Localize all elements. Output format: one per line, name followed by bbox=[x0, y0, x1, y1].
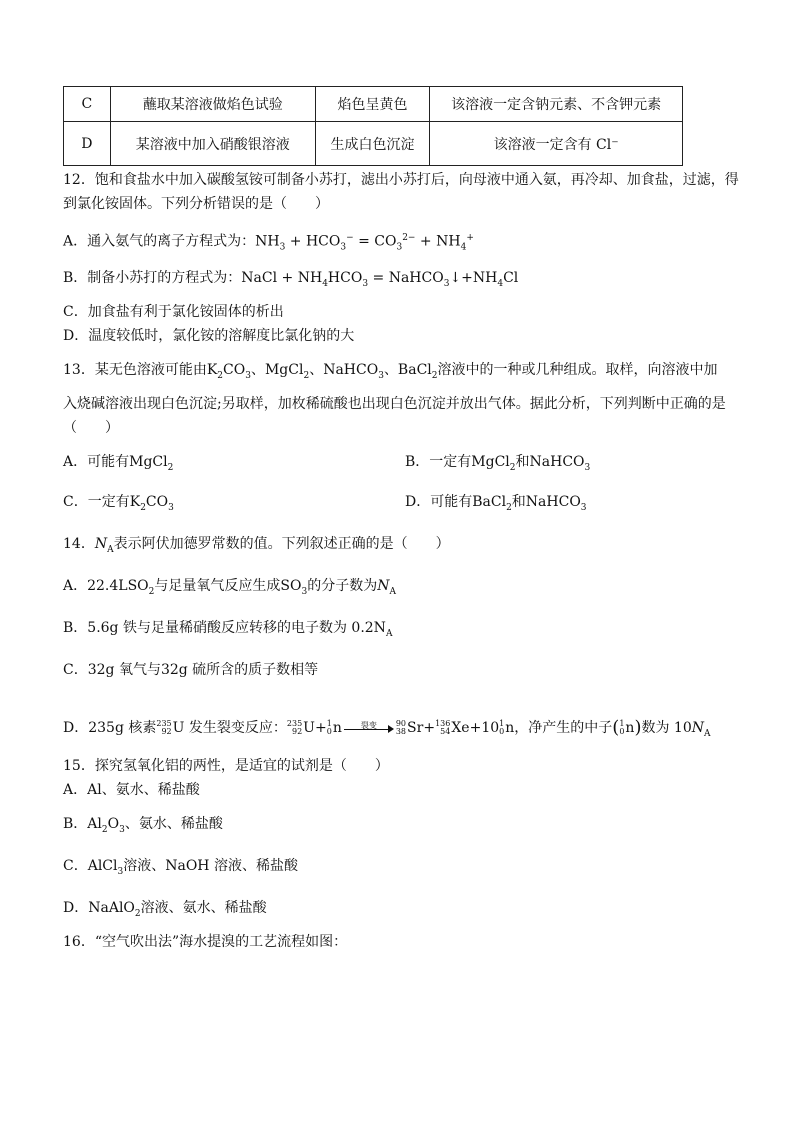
q15-option-c: C．AlCl$_3$溶液、NaOH 溶液、稀盐酸 bbox=[63, 858, 298, 877]
row-conclusion: 该溶液一定含钠元素、不含钾元素 bbox=[430, 87, 683, 122]
q15-stem: 15．探究氢氧化铝的两性，是适宜的试剂是（ ） bbox=[63, 758, 389, 774]
options-table bbox=[63, 86, 683, 166]
q13-options-ab bbox=[63, 452, 591, 478]
q13-option-b: B．一定有MgCl$_2$和NaHCO$_3$ bbox=[405, 454, 591, 473]
table-row bbox=[64, 122, 683, 166]
q14-option-d: D．235g 核素235 92U 发生裂变反应：235 92U+1 0n 裂变 90 38Sr+136 54Xe+101 0n，净产生的中子(1 0n)数为 $10N_A$ bbox=[63, 717, 711, 739]
q15-option-d: D．NaAlO$_2$溶液、氨水、稀盐酸 bbox=[63, 900, 267, 919]
q12-option-c: C．加食盐有利于氯化铵固体的析出 bbox=[63, 304, 284, 320]
table-row bbox=[64, 87, 683, 122]
q13-stem-line1: 13．某无色溶液可能由$K_2CO_3$、MgCl$_2$、NaHCO$_3$、BaCl$_2$溶液中的一种或几种组成。取样，向溶液中加 bbox=[63, 362, 718, 381]
q14-option-a: A．$22.4LSO_2$与足量氧气反应生成$SO_3$的分子数为$N_A$ bbox=[63, 578, 396, 597]
q13-option-d: D．可能有BaCl$_2$和NaHCO$_3$ bbox=[405, 494, 587, 513]
row-label: D bbox=[64, 122, 111, 166]
q14-stem: 14．$N_A$表示阿伏加德罗常数的值。下列叙述正确的是（ ） bbox=[63, 536, 450, 555]
q12-option-a: A．通入氨气的离子方程式为：$NH_3 + HCO_3^- = CO_3^{2-} + NH_4^+$ bbox=[63, 233, 474, 253]
q13-option-a: A．可能有MgCl$_2$ bbox=[63, 454, 174, 473]
row-operation: 某溶液中加入硝酸银溶液 bbox=[110, 122, 315, 166]
q14-option-b: B．5.6g 铁与足量稀硝酸反应转移的电子数为 $0.2N_A$ bbox=[63, 620, 393, 639]
q15-option-b: B．$Al_2O_3$、氨水、稀盐酸 bbox=[63, 816, 223, 835]
q12-option-d: D．温度较低时，氯化铵的溶解度比氯化钠的大 bbox=[63, 328, 355, 344]
q12-stem-line1: 12．饱和食盐水中加入碳酸氢铵可制备小苏打，滤出小苏打后，向母液中通入氨，再冷却、加食盐，过滤，得 bbox=[63, 172, 739, 188]
q13-stem-line2: 入烧碱溶液出现白色沉淀;另取样，加枚稀硫酸也出现白色沉淀并放出气体。据此分析，下列判断中正确的是 bbox=[63, 396, 726, 412]
row-operation: 蘸取某溶液做焰色试验 bbox=[110, 87, 315, 122]
row-label: C bbox=[64, 87, 111, 122]
q14-option-c: C．32g 氧气与32g 硫所含的质子数相等 bbox=[63, 662, 319, 678]
row-phenomenon: 焰色呈黄色 bbox=[315, 87, 429, 122]
q16-stem: 16．“空气吹出法”海水提溴的工艺流程如图： bbox=[63, 934, 348, 950]
row-phenomenon: 生成白色沉淀 bbox=[315, 122, 429, 166]
q15-option-a: A．Al、氨水、稀盐酸 bbox=[63, 782, 200, 798]
q13-option-c: C．一定有$K_2CO_3$ bbox=[63, 494, 174, 513]
row-conclusion: 该溶液一定含有 Cl⁻ bbox=[430, 122, 683, 166]
fission-arrow: 裂变 bbox=[344, 721, 394, 735]
q13-stem-line3: （ ） bbox=[63, 420, 119, 436]
q13-options-cd bbox=[63, 492, 587, 518]
q12-stem-line2: 到氯化铵固体。下列分析错误的是（ ） bbox=[63, 196, 329, 212]
q12-option-b: B．制备小苏打的方程式为：NaCl + $NH_4HCO_3$ = $NaHCO_3↓+NH_4Cl$ bbox=[63, 270, 519, 289]
